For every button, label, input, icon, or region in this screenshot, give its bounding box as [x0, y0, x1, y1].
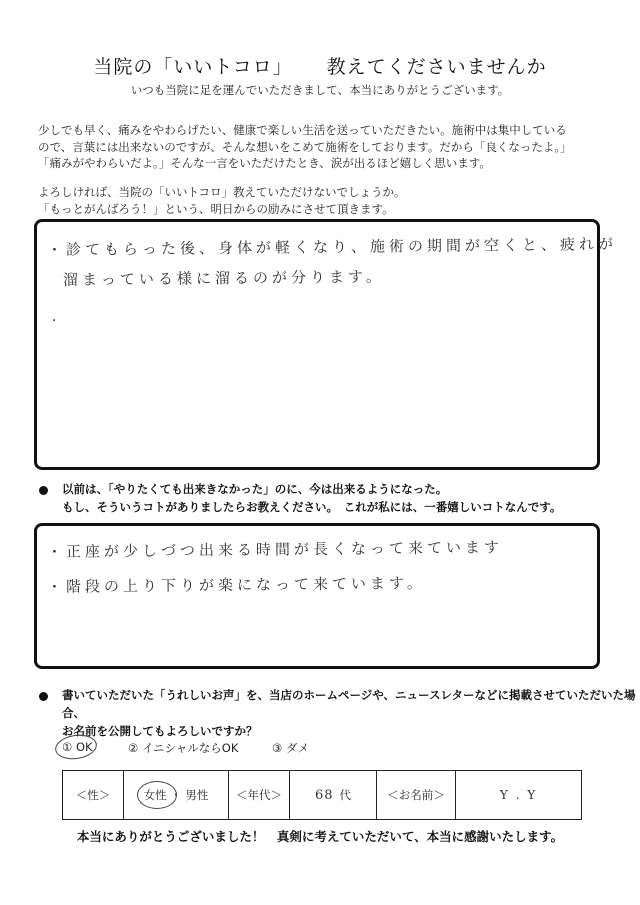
request-paragraph [38, 184, 608, 217]
age-unit: 代 [339, 788, 352, 802]
title-part-a: 当院の「いいトコロ」 [93, 56, 293, 78]
handwritten-answer-line: ・診てもらった後、身体が軽くなり、施術の期間が空くと、疲れが [46, 235, 618, 259]
respondent-info-table [62, 770, 582, 820]
answer-box-good-points[interactable] [34, 219, 618, 470]
option-label: OK [75, 740, 93, 754]
option-initials-ok[interactable] [128, 740, 238, 756]
handwritten-answer-line: 溜まっている様に溜るのが分ります。 [62, 267, 385, 289]
closing-thanks: 本当にありがとうございました！ 真剣に考えていただいて、本当に感謝いたします。 [76, 829, 564, 844]
intro-line: 「痛みがやわらいだよ。」そんな一言をいただけたとき、涙が出るほど嬉しく思います。 [38, 156, 491, 170]
sex-separator: ・ [170, 788, 182, 802]
option-number: ② [128, 741, 139, 755]
name-label-cell: ＜お名前＞ [377, 771, 456, 820]
question-line: もし、そういうコトがありましたらお教えください。 これが私には、一番嬉しいコトなんです。 [62, 500, 562, 514]
option-number: ③ [272, 741, 283, 755]
page-subtitle: いつも当院に足を運んでいただきまして、本当にありがとうございます。 [130, 83, 510, 97]
answer-box-now-possible[interactable] [34, 523, 600, 669]
request-line: 「もっとがんばろう！」という、明日からの励みにさせて頂きます。 [38, 201, 394, 216]
name-value-cell[interactable] [456, 771, 582, 820]
question-before-after [62, 480, 561, 516]
title-part-b: 教えてくださいませんか [326, 56, 547, 78]
intro-paragraph [38, 122, 608, 172]
female-label: 女性 [143, 788, 167, 802]
female-option[interactable] [144, 787, 167, 803]
female-circle-mark [137, 781, 177, 809]
request-line: よろしければ、当院の「いいトコロ」教えていただけないでしょうか。 [38, 185, 406, 199]
selected-circle-mark [54, 732, 99, 762]
name-value: Y . Y [499, 788, 538, 802]
option-number: ① [62, 740, 73, 754]
question-bullet [39, 486, 48, 495]
age-value: 68 [314, 788, 334, 803]
option-no[interactable] [272, 740, 309, 756]
handwritten-bullet: ・ [49, 316, 59, 327]
handwritten-answer-line: ・正座が少しづつ出来る時間が長くなって来ています [46, 538, 504, 561]
option-label: ダメ [285, 741, 309, 755]
intro-line: ので、言葉には出来ないのですが、そんな想いをこめて施術をしております。だから「良くなったよ。」 [38, 139, 572, 154]
question-line: お名前を公開してもよろしいですか？ [62, 724, 258, 738]
page-title [0, 52, 640, 79]
question-line: 書いていただいた「うれしいお声」を、当店のホームページや、ニュースレターなどに掲載させていただいた場合、 [62, 688, 636, 720]
male-option[interactable]: 男性 [185, 788, 209, 802]
sex-choice-cell[interactable] [124, 771, 229, 820]
sex-label-cell: ＜性＞ [63, 771, 124, 820]
question-publish-name [62, 686, 640, 740]
table-row [63, 771, 582, 820]
option-label: イニシャルならOK [141, 741, 239, 755]
age-label-cell: ＜年代＞ [229, 771, 290, 820]
question-line: 以前は、「やりたくても出来きなかった」のに、今は出来るようになった。 [62, 482, 448, 496]
intro-line: 少しでも早く、痛みをやわらげたい、健康で楽しい生活を送っていただきたい。施術中は集中している [38, 123, 567, 137]
question-bullet [39, 692, 48, 701]
age-value-cell[interactable] [290, 771, 377, 820]
handwritten-answer-line: ・階段の上り下りが楽になって来ています。 [46, 574, 426, 596]
